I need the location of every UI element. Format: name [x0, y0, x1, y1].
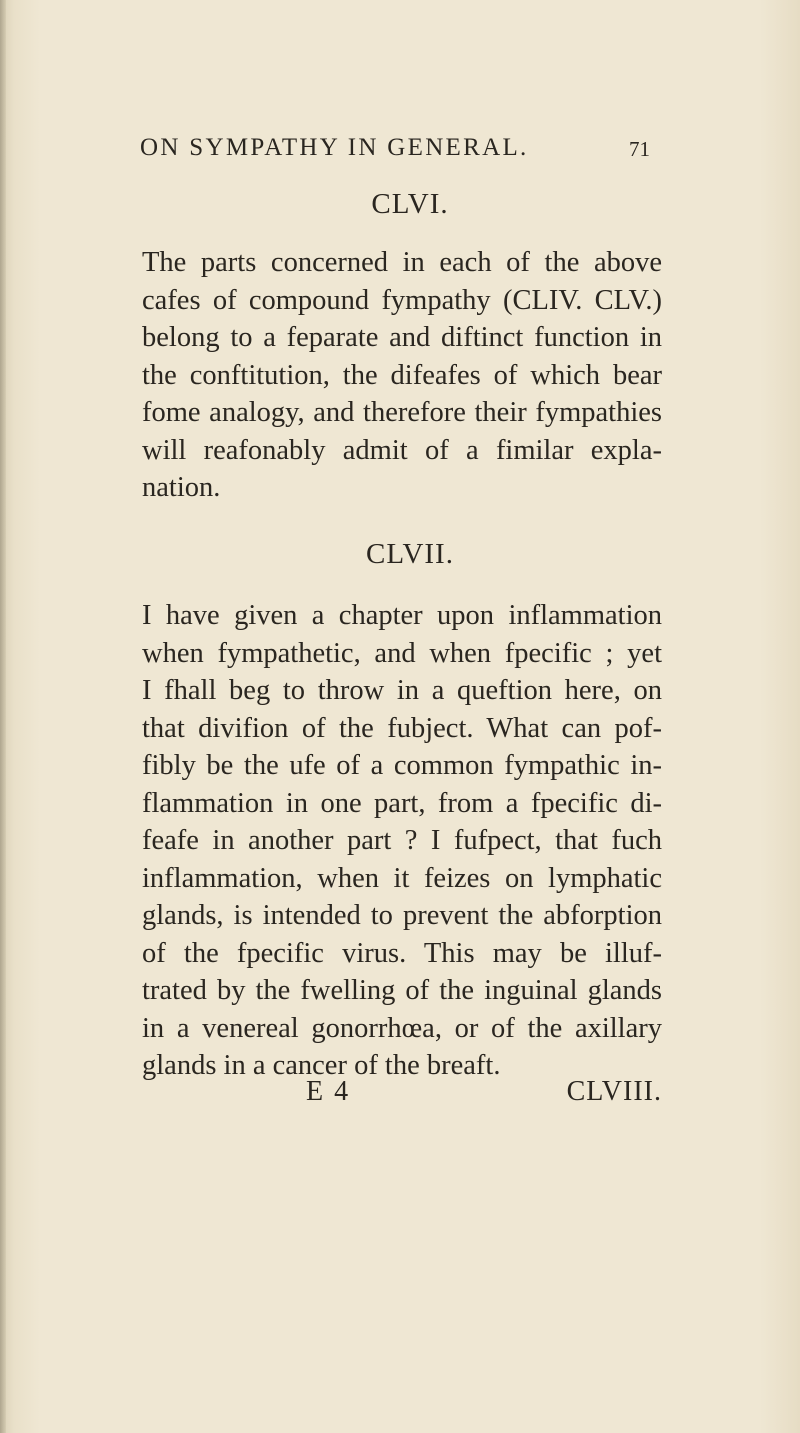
text-line: I have given a chapter upon inflammation: [142, 600, 662, 631]
text-line: cafes of compound fympathy (CLIV. CLV.): [142, 284, 662, 316]
running-head-title: ON SYMPATHY IN GENERAL.: [140, 134, 529, 161]
signature-mark: E 4: [306, 1076, 351, 1107]
paragraph-clvi: [142, 244, 662, 507]
text-line: nation.: [142, 472, 221, 503]
page-footer: [306, 1076, 662, 1108]
text-line: flammation in one part, from a fpecific di-: [142, 787, 662, 819]
text-line: that divifion of the fubject. What can pof-: [142, 712, 662, 744]
running-head: [140, 134, 650, 162]
text-line: when fympathetic, and when fpecific ; yet: [142, 637, 662, 669]
text-line: of the fpecific virus. This may be illuf-: [142, 937, 662, 969]
text-line: The parts concerned in each of the above: [142, 247, 662, 278]
paragraph-clvii: [142, 597, 662, 1085]
page-number: 71: [629, 137, 650, 161]
text-line: inflammation, when it feizes on lymphatic: [142, 862, 662, 894]
catchword: CLVIII.: [566, 1076, 662, 1107]
section-heading-clvi: CLVI.: [371, 188, 449, 220]
text-line: will reafonably admit of a fimilar expla-: [142, 434, 662, 466]
text-line: glands in a cancer of the breaft.: [142, 1050, 501, 1081]
text-line: belong to a feparate and diftinct function in: [142, 322, 662, 353]
text-line: I fhall beg to throw in a queftion here, on: [142, 675, 662, 706]
text-line: fome analogy, and therefore their fympathies: [142, 397, 662, 428]
text-line: the conftitution, the difeafes of which bear: [142, 359, 662, 391]
section-heading-clvii: CLVII.: [366, 538, 454, 570]
text-line: fibly be the ufe of a common fympathic in-: [142, 750, 662, 781]
text-line: glands, is intended to prevent the abforption: [142, 900, 662, 931]
text-line: trated by the fwelling of the inguinal glands: [142, 975, 662, 1006]
text-line: feafe in another part ? I fufpect, that fuch: [142, 825, 662, 856]
text-line: in a venereal gonorrhœa, or of the axillary: [142, 1012, 662, 1044]
